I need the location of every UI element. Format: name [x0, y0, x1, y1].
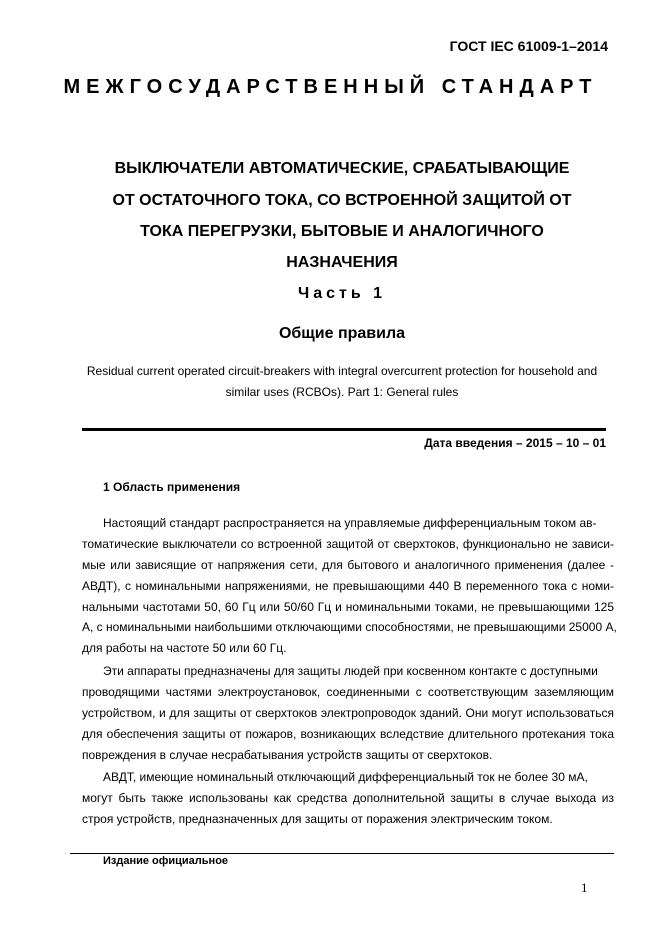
- title-line-3: ТОКА ПЕРЕГРУЗКИ, БЫТОВЫЕ И АНАЛОГИЧНОГО: [140, 223, 544, 240]
- introduction-date: Дата введения – 2015 – 10 – 01: [424, 436, 606, 450]
- paragraph-2-line: устройством, и для защиты от сверхтоков электропроводок зданий. Они могут использоваться: [82, 706, 614, 720]
- title-line-4: НАЗНАЧЕНИЯ: [286, 254, 398, 271]
- paragraph-1-line: А, с номинальными наибольшими отключающими способностями, не превышающими 25000 А,: [82, 620, 617, 634]
- paragraph-1-line: томатические выключатели со встроенной защитой от сверхтоков, функционально не зависи-: [82, 537, 614, 551]
- paragraph-3-line: могут быть также использованы как средства дополнительной защиты в случае выхода из: [82, 791, 614, 805]
- title-line-2: ОТ ОСТАТОЧНОГО ТОКА, СО ВСТРОЕННОЙ ЗАЩИТОЙ ОТ: [112, 192, 572, 209]
- paragraph-2-line: повреждения в случае несрабатывания устройств защиты от сверхтоков.: [82, 748, 493, 762]
- paragraph-1-line: для работы на частоте 50 или 60 Гц.: [82, 641, 287, 655]
- paragraph-2-line: Эти аппараты предназначены для защиты людей при косвенном контакте с доступными: [103, 664, 598, 678]
- english-title-line-1: Residual current operated circuit-breakers with integral overcurrent protection for household and: [86, 364, 598, 378]
- paragraph-2-line: проводящими частями электроустановок, соединенными с соответствующим заземляющим: [82, 685, 614, 699]
- part-label: Часть 1: [297, 285, 387, 302]
- official-edition-label: Издание официальное: [103, 855, 229, 867]
- interstate-standard-heading: МЕЖГОСУДАРСТВЕННЫЙ СТАНДАРТ: [63, 76, 598, 98]
- section-heading: 1 Область применения: [103, 480, 241, 494]
- title-line-1: ВЫКЛЮЧАТЕЛИ АВТОМАТИЧЕСКИЕ, СРАБАТЫВАЮЩИЕ: [114, 160, 570, 177]
- paragraph-2-line: для обеспечения защиты от пожаров, возникающих вследствие длительного протекания тока: [82, 727, 614, 741]
- paragraph-1-line: АВДТ), с номинальными напряжениями, не превышающими 440 В переменного тока с номи-: [82, 579, 614, 593]
- page-number: 1: [581, 880, 588, 895]
- footer-rule: [70, 853, 614, 854]
- top-rule: [82, 428, 606, 431]
- paragraph-3-line: строя устройств, предназначенных для защиты от поражения электрическим током.: [82, 812, 553, 826]
- english-title-line-2: similar uses (RCBOs). Part 1: General rules: [225, 385, 459, 399]
- subtitle: Общие правила: [278, 325, 406, 342]
- paragraph-1-line: Настоящий стандарт распространяется на управляемые дифференциальным током ав-: [103, 516, 597, 530]
- doc-id: ГОСТ IEC 61009-1–2014: [449, 38, 608, 54]
- paragraph-3-line: АВДТ, имеющие номинальный отключающий дифференциальный ток не более 30 мА,: [103, 770, 588, 784]
- paragraph-1-line: мые или зависящие от напряжения сети, для бытового и аналогичного применения (далее -: [82, 558, 614, 572]
- paragraph-1-line: нальными частотами 50, 60 Гц или 50/60 Гц и номинальными токами, не превышающими 125: [82, 600, 614, 614]
